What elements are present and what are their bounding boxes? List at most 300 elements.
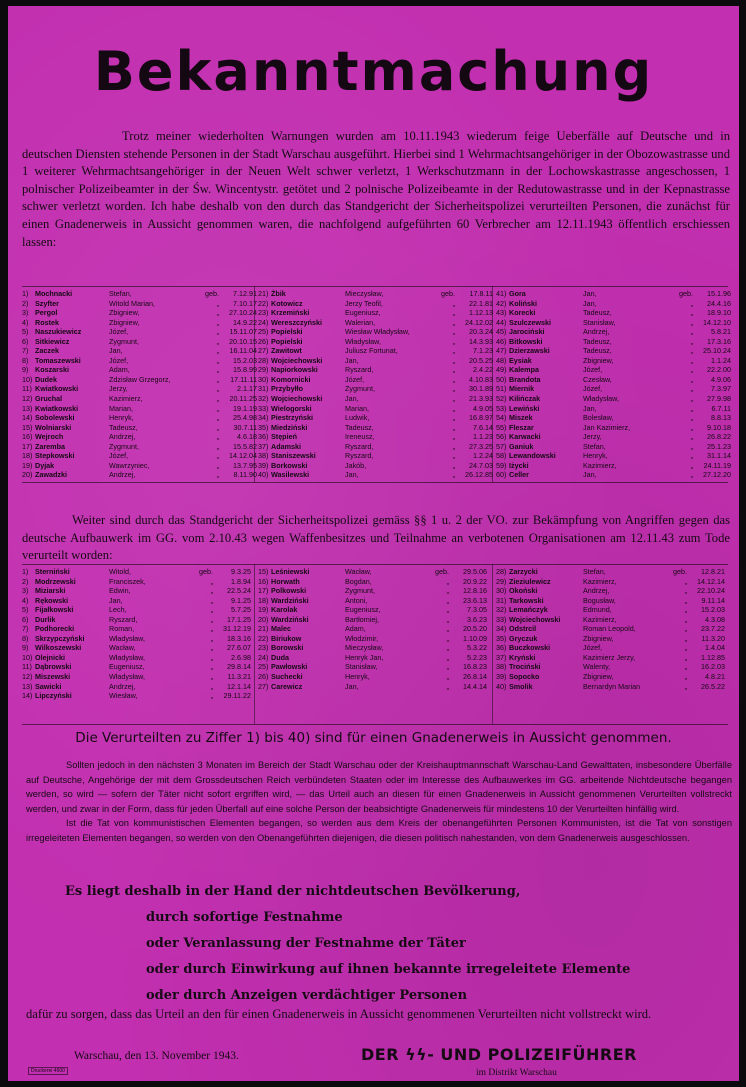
birth-label: „ (690, 355, 693, 365)
surname: Podhorecki (35, 624, 75, 634)
list-item (258, 682, 487, 692)
birth-date: 25.10.24 (703, 346, 731, 356)
surname: Zarzycki (509, 567, 538, 576)
list2-divider-2 (492, 564, 493, 724)
list-item (258, 375, 493, 385)
list-item (22, 394, 257, 404)
row-number: 40) (496, 681, 507, 691)
surname: Suchecki (271, 672, 303, 682)
birth-label: „ (452, 470, 455, 480)
birth-date: 4.6.18 (237, 432, 257, 442)
poster (8, 6, 739, 1081)
birth-date: 29.11.22 (223, 691, 251, 701)
first-name: Jakób, (345, 460, 367, 470)
surname: Trociński (509, 662, 541, 672)
closing-paragraph (26, 1006, 732, 1024)
birth-date: 17.11.11 (230, 374, 257, 384)
row-number: 28) (496, 567, 507, 576)
birth-date: 18.9.10 (707, 308, 731, 318)
first-name: Wiesław, (109, 691, 138, 701)
list2-column-3 (496, 567, 725, 691)
surname: Iżycki (509, 460, 529, 470)
birth-date: 25.4.98 (233, 413, 257, 423)
birth-label: „ (690, 422, 693, 432)
birth-label: „ (452, 422, 455, 432)
list-item (258, 394, 493, 404)
birth-label: geb. (673, 567, 687, 576)
birth-date: 14.12.14 (697, 576, 725, 586)
list-item (258, 596, 487, 606)
first-name: Stefan, (583, 567, 606, 576)
first-name: Włodzimir, (345, 633, 379, 643)
birth-label: „ (452, 365, 455, 375)
surname: Wojciechowski (271, 394, 323, 404)
list-item (22, 404, 257, 414)
first-name: Adam, (345, 624, 366, 634)
surname: Wojciechowski (271, 355, 323, 365)
surname: Borkowski (271, 460, 308, 470)
list-item (22, 461, 257, 471)
birth-date: 2.1.17 (237, 384, 257, 394)
birth-date: 12.8.16 (463, 586, 487, 596)
first-name: Jan, (345, 470, 359, 480)
row-number: 51) (496, 384, 507, 394)
first-name: Stefan, (109, 289, 132, 298)
birth-date: 8.8.13 (711, 413, 731, 423)
birth-date: 8.11.90 (233, 470, 257, 480)
surname: Celler (509, 470, 529, 480)
list-item (496, 375, 731, 385)
first-name: Tadeusz, (583, 336, 612, 346)
row-number: 26) (258, 672, 269, 682)
birth-label: „ (216, 346, 219, 356)
surname: Miziarski (35, 586, 66, 596)
birth-label: „ (210, 652, 213, 662)
birth-date: 1.4.04 (705, 643, 725, 653)
first-name: Ryszard, (345, 441, 374, 451)
birth-label: „ (684, 586, 687, 596)
surname: Fijałkowski (35, 605, 74, 615)
surname: Lewandowski (509, 451, 556, 461)
birth-label: „ (210, 624, 213, 634)
birth-date: 4.9.06 (711, 374, 731, 384)
list-item (258, 327, 493, 337)
first-name: Jan, (583, 298, 597, 308)
list-item (22, 384, 257, 394)
list-item (258, 624, 487, 634)
first-name: Jan Kazimierz, (583, 422, 631, 432)
list1-divider-2 (492, 286, 493, 482)
surname: Mochnacki (35, 289, 73, 298)
list-item (22, 442, 257, 452)
surname: Żbik (271, 289, 286, 298)
birth-date: 1.8.94 (231, 576, 251, 586)
birth-date: 14.9.22 (233, 317, 257, 327)
list-item (496, 318, 731, 328)
birth-date: 30.7.11 (233, 422, 257, 432)
birth-date: 17.1.25 (227, 614, 251, 624)
surname: Lemańczyk (509, 605, 548, 615)
row-number: 7) (22, 624, 29, 634)
birth-date: 11.3.20 (701, 633, 725, 643)
row-number: 27) (258, 681, 269, 691)
list-item (22, 605, 251, 615)
first-name: Ryszard, (109, 614, 138, 624)
first-name: Wacław, (345, 567, 372, 576)
list-item (496, 461, 731, 471)
first-name: Walenty, (583, 662, 611, 672)
list-item (258, 346, 493, 356)
row-number: 10) (22, 374, 33, 384)
row-number: 17) (22, 441, 33, 451)
row-number: 12) (22, 672, 33, 682)
birth-date: 20.3.24 (469, 327, 493, 337)
list-item (22, 596, 251, 606)
surname: Odstrcil (509, 624, 537, 634)
surname: Stepkowski (35, 451, 75, 461)
row-number: 60) (496, 470, 507, 480)
first-name: Marian, (345, 403, 369, 413)
list-item (22, 413, 257, 423)
row-number: 59) (496, 460, 507, 470)
first-name: Jerzy, (109, 384, 128, 394)
list-item (496, 605, 725, 615)
first-name: Lech, (109, 605, 127, 615)
row-number: 7) (22, 346, 29, 356)
signature-subtitle: im Distrikt Warschau (476, 1068, 557, 1078)
surname: Sawicki (35, 681, 62, 691)
surname: Kalempa (509, 365, 539, 375)
birth-label: „ (210, 614, 213, 624)
surname: Staniszewski (271, 451, 316, 461)
list-item (258, 423, 493, 433)
birth-date: 27.3.25 (469, 441, 493, 451)
birth-label: „ (684, 643, 687, 653)
surname: Borowski (271, 643, 304, 653)
list-item (496, 662, 725, 672)
list-item (22, 423, 257, 433)
row-number: 34) (496, 624, 507, 634)
birth-label: „ (216, 327, 219, 337)
birth-label: „ (452, 403, 455, 413)
birth-label: „ (446, 576, 449, 586)
first-name: Henryk Jan, (345, 652, 384, 662)
row-number: 34) (258, 413, 269, 423)
birth-label: „ (210, 681, 213, 691)
birth-date: 11.3.21 (227, 672, 251, 682)
list-item (258, 442, 493, 452)
birth-date: 21.3.93 (469, 394, 493, 404)
list-item (496, 308, 731, 318)
row-number: 13) (22, 681, 33, 691)
list-item (22, 289, 257, 299)
surname: Wasilewski (271, 470, 310, 480)
list1-top-rule (22, 286, 728, 287)
list1-column-3 (496, 289, 731, 480)
birth-date: 15.8.99 (233, 365, 257, 375)
list-item (258, 289, 493, 299)
second-paragraph-text: Weiter sind durch das Standgericht der Sicherheitspolizei gemäss §§ 1 u. 2 der VO. zur Bekämpfung von Angriffen gegen das deutsche Aufbauwerk im GG. vom 2.10.43 wegen Waffenbesitzes und Teilnahme an verbotenen Organisationen am 12.11.43 zum Tode verurteilt worden: (22, 513, 730, 563)
birth-label: „ (446, 662, 449, 672)
first-name: Bartłomiej, (345, 614, 379, 624)
surname: Miszek (509, 413, 533, 423)
first-name: Bogdan, (345, 576, 372, 586)
birth-label: „ (690, 451, 693, 461)
list-item (496, 384, 731, 394)
surname: Miszewski (35, 672, 71, 682)
birth-date: 4.3.08 (705, 614, 725, 624)
surname: Buczkowski (509, 643, 551, 653)
list1-column-2 (258, 289, 493, 480)
row-number: 24) (258, 652, 269, 662)
row-number: 18) (22, 451, 33, 461)
list-item (496, 634, 725, 644)
surname: Zawitowt (271, 346, 302, 356)
birth-label: „ (684, 681, 687, 691)
surname: Szyfter (35, 298, 59, 308)
surname: Polkowski (271, 586, 307, 596)
birth-date: 7.1.23 (473, 346, 493, 356)
surname: Naszukiewicz (35, 327, 82, 337)
first-name: Jan, (583, 470, 597, 480)
list-item (496, 413, 731, 423)
first-name: Andrzej, (583, 586, 610, 596)
birth-label: „ (690, 298, 693, 308)
list-item (22, 318, 257, 328)
list-item (496, 365, 731, 375)
birth-label: „ (216, 460, 219, 470)
birth-label: „ (446, 595, 449, 605)
row-number: 37) (258, 441, 269, 451)
row-number: 9) (22, 365, 29, 375)
first-name: Józef, (109, 451, 129, 461)
birth-date: 30.1.89 (469, 384, 493, 394)
conditions-paragraph-1: Sollten jedoch in den nächsten 3 Monaten im Bereich der Stadt Warschau oder der Kreishauptmannschaft Warschau-Land Gewalttaten, insbesondere Überfälle auf Deutsche, Angehörige der mit dem Grossdeutschen Reich verbündeten Staaten oder im Interesse des Aufbauwerkes im GG. arbeitende Nichtdeutsche begangen werden, so wird — sofern der Täter nicht sofort ergriffen wird, — das Urteil auch an diesen für einen Gnadenerweis in Aussicht genommenen Verurteilten vollstreckt werden, und zwar in der Form, dass für jeden Überfall auf eine solche Person der beabsichtigte Gnadenerweis für mindestens 10 der Verurteilten hinfällig wird. (26, 760, 732, 814)
birth-date: 7.12.91 (233, 289, 257, 298)
surname: Zieziulewicz (509, 576, 551, 586)
birth-label: „ (216, 298, 219, 308)
row-number: 18) (258, 595, 269, 605)
row-number: 40) (258, 470, 269, 480)
birth-label: „ (452, 317, 455, 327)
birth-date: 27.12.20 (703, 470, 731, 480)
birth-date: 7.3.05 (467, 605, 487, 615)
birth-date: 12.1.14 (227, 681, 251, 691)
birth-date: 1.12.85 (701, 652, 725, 662)
birth-date: 22.10.24 (697, 586, 725, 596)
list-item (496, 404, 731, 414)
birth-date: 16.8.23 (463, 662, 487, 672)
birth-label: „ (216, 413, 219, 423)
surname: Dąbrowski (35, 662, 72, 672)
second-paragraph (22, 512, 730, 565)
birth-label: „ (690, 336, 693, 346)
first-name: Witold, (109, 567, 131, 576)
first-name: Ireneusz, (345, 432, 375, 442)
list-item (22, 586, 251, 596)
surname: Rostek (35, 317, 59, 327)
surname: Karolak (271, 605, 298, 615)
list-item (22, 615, 251, 625)
birth-label: „ (446, 633, 449, 643)
surname: Zawadzki (35, 470, 67, 480)
list-item (496, 423, 731, 433)
first-name: Zbigniew, (583, 355, 614, 365)
row-number: 41) (496, 289, 507, 298)
surname: Skrzypczyński (35, 633, 85, 643)
birth-label: „ (446, 605, 449, 615)
list-item (258, 470, 493, 480)
birth-date: 24.4.16 (707, 298, 731, 308)
surname: Przybyłło (271, 384, 303, 394)
row-number: 49) (496, 365, 507, 375)
birth-date: 22.2.00 (707, 365, 731, 375)
intro-text: Trotz meiner wiederholten Warnungen wurden am 10.11.1943 wiederum feige Ueberfälle auf Deutsche und in deutschen Diensten stehende Personen in der Stadt Warschau ausgeführt. Hierbei sind 1 Wehrmachtsangehöriger in der Obozowastrasse und 1 weiterer Wehrmachtsangehöriger in der Neuen Welt schwer verletzt, 1 Werkschutzmann in der Lochowskastrasse angeschossen, 1 polnischer Polizeibeamter in der Św. Wincentystr. getötet und 2 polnische Polizeibeamte in der Redutowastrasse und in der Kepnastrasse schwer verletzt worden. Ich habe deshalb von den durch das Standgericht der Sicherheitspolizei verurteilten Personen, die zunächst für einen Gnadenerweis in Aussicht genommen waren, die nachfolgend aufgeführten 60 Verbrecher am 12.11.1943 öffentlich erschiessen lassen: (22, 129, 730, 249)
list2-bottom-rule (22, 724, 728, 725)
list-item (496, 615, 725, 625)
surname: Modrzewski (35, 576, 76, 586)
row-number: 4) (22, 317, 29, 327)
birth-date: 20.9.22 (463, 576, 487, 586)
surname: Korecki (509, 308, 536, 318)
birth-label: „ (216, 336, 219, 346)
row-number: 16) (22, 432, 33, 442)
surname: Wojciechowski (509, 614, 561, 624)
row-number: 8) (22, 355, 29, 365)
first-name: Andrzej, (109, 470, 136, 480)
birth-date: 29.5.06 (463, 567, 487, 576)
list-item (258, 672, 487, 682)
row-number: 45) (496, 327, 507, 337)
surname: Okoński (509, 586, 538, 596)
birth-label: „ (452, 441, 455, 451)
list-item (258, 634, 487, 644)
first-name: Zbigniew, (109, 308, 140, 318)
birth-date: 23.7.22 (701, 624, 725, 634)
birth-date: 24.12.02 (465, 317, 493, 327)
row-number: 3) (22, 308, 29, 318)
surname: Koliński (509, 298, 537, 308)
row-number: 20) (22, 470, 33, 480)
list-item (496, 653, 725, 663)
row-number: 6) (22, 336, 29, 346)
first-name: Tadeusz, (583, 308, 612, 318)
row-number: 23) (258, 643, 269, 653)
birth-label: „ (216, 384, 219, 394)
row-number: 22) (258, 633, 269, 643)
birth-label: „ (690, 327, 693, 337)
birth-label: „ (452, 355, 455, 365)
birth-label: „ (216, 422, 219, 432)
birth-label: „ (690, 441, 693, 451)
first-name: Walerian, (345, 317, 376, 327)
birth-date: 14.12.10 (703, 317, 731, 327)
birth-label: „ (216, 308, 219, 318)
birth-label: „ (210, 643, 213, 653)
birth-label: „ (452, 432, 455, 442)
surname: Kwiatkowski (35, 403, 79, 413)
row-number: 32) (258, 394, 269, 404)
birth-date: 22.5.24 (227, 586, 251, 596)
birth-label: „ (216, 451, 219, 461)
birth-label: „ (684, 614, 687, 624)
row-number: 55) (496, 422, 507, 432)
birth-date: 1.12.13 (469, 308, 493, 318)
birth-date: 22.1.81 (469, 298, 493, 308)
birth-date: 7.10.17 (233, 298, 257, 308)
birth-date: 26.8.22 (707, 432, 731, 442)
surname: Wilkoszewski (35, 643, 82, 653)
row-number: 57) (496, 441, 507, 451)
surname: Bitkowski (509, 336, 543, 346)
surname: Wardziński (271, 595, 309, 605)
surname: Wereszczyński (271, 317, 323, 327)
row-number: 10) (22, 652, 33, 662)
row-number: 21) (258, 624, 269, 634)
row-number: 22) (258, 298, 269, 308)
birth-label: „ (452, 327, 455, 337)
first-name: Jan, (583, 289, 597, 298)
surname: Kryński (509, 652, 536, 662)
first-name: Władysław, (345, 336, 381, 346)
surname: Smolik (509, 681, 533, 691)
birth-label: „ (684, 624, 687, 634)
surname: Wolniarski (35, 422, 72, 432)
intro-paragraph (22, 128, 730, 251)
birth-label: geb. (205, 289, 219, 298)
row-number: 16) (258, 576, 269, 586)
row-number: 39) (258, 460, 269, 470)
birth-label: „ (210, 576, 213, 586)
list-item (22, 451, 257, 461)
list-item (496, 586, 725, 596)
surname: Lewiński (509, 403, 540, 413)
birth-label: „ (452, 308, 455, 318)
row-number: 28) (258, 355, 269, 365)
surname: Dudek (35, 374, 57, 384)
list-item (496, 577, 725, 587)
list1-divider-1 (254, 286, 255, 482)
list2-column-2 (258, 567, 487, 691)
list-item (22, 682, 251, 692)
first-name: Józef, (345, 374, 365, 384)
first-name: Józef, (583, 384, 603, 394)
birth-date: 26.5.22 (701, 681, 725, 691)
first-name: Stanisław, (583, 317, 616, 327)
birth-date: 16.11.04 (229, 346, 257, 356)
birth-label: „ (452, 413, 455, 423)
birth-date: 17.8.11 (469, 289, 493, 298)
birth-date: 1.1.24 (711, 355, 731, 365)
first-name: Józef, (583, 365, 603, 375)
birth-label: „ (452, 346, 455, 356)
first-name: Tadeusz, (345, 422, 374, 432)
list-item (258, 318, 493, 328)
birth-date: 15.2.03 (233, 355, 257, 365)
first-name: Stanisław, (345, 662, 378, 672)
row-number: 26) (258, 336, 269, 346)
row-number: 6) (22, 614, 29, 624)
surname: Biriukow (271, 633, 302, 643)
birth-date: 9.1.25 (231, 595, 251, 605)
row-number: 1) (22, 567, 29, 576)
first-name: Roman, (109, 624, 135, 634)
birth-date: 7.6.14 (473, 422, 493, 432)
birth-label: „ (210, 672, 213, 682)
first-name: Zygmunt, (109, 336, 139, 346)
row-number: 33) (496, 614, 507, 624)
birth-date: 6.7.11 (711, 403, 731, 413)
